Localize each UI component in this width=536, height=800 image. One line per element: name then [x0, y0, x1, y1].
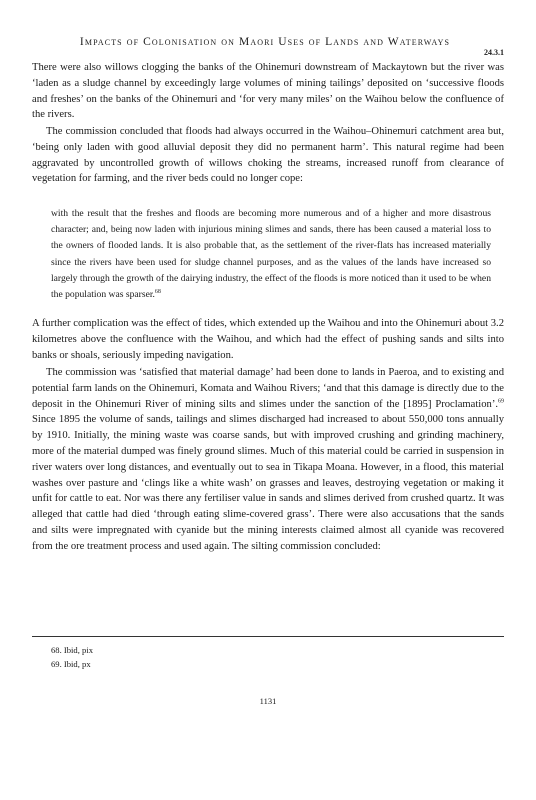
- running-head: Impacts of Colonisation on Maori Uses of Lands and Waterways: [79, 36, 451, 48]
- block-quote-text: with the result that the freshes and floods are becoming more numerous and of a higher and more disastrous character; and, being now laden with injurious mining slimes and sands, there has been caused a material loss to the owners of flooded lands. It is also probable that, as the settlement of the river-flats has increased materially since the rivers have been used for sludge channel purposes, and as the values of the lands have increased so largely through the growth of the dairying industry, the effect of the floods is more noticed than it used to be when the population was sparser.: [51, 208, 491, 301]
- paragraph-3: A further complication was the effect of tides, which extended up the Waihou and into the Ohinemuri about 3.2 kilometres above the confluence with the Waihou, and which had the effect of pushing sands and silts into banks or shoals, seriously impeding navigation.: [32, 318, 504, 361]
- paragraph-4: [32, 365, 504, 555]
- paragraph-4-part-2: Since 1895 the volume of sands, tailings and slimes discharged had increased to about 550,000 tons annually by 1910. Initially, the mining waste was coarse sands, but with improved crushing and grinding machinery, more of the material dumped was finely ground slimes. Much of this material could be carried in suspension in river waters over long distances, and eventually out to sea in Tikapa Moana. However, in a flood, this material washes over pasture and ‘clings like a white wash’ on grasses and leaves, destroying vegetation or making it unfit for cattle to eat. Nor was there any fertiliser value in sands and slimes derived from crushed quartz. It was alleged that cattle had died ‘through eating slime-covered grass’. There were also accusations that the sands and silts were impregnated with cyanide but the mining interests claimed almost all cyanide was recovered from the ore treatment process and used again. The silting commission concluded:: [32, 414, 504, 552]
- footnote-ref-69: 69: [498, 398, 504, 405]
- page-number: 1131: [259, 696, 277, 706]
- footnote-rule: [32, 636, 504, 637]
- section-number: 24.3.1: [484, 48, 504, 57]
- paragraph-2: The commission concluded that floods had always occurred in the Waihou–Ohinemuri catchment area but, ‘being only laden with good alluvial deposit they did no permanent harm’. This natural regime had been aggravated by uncontrolled growth of willows choking the streams, increased runoff from clearance of vegetation for farming, and the river beds could no longer cope:: [32, 126, 504, 185]
- footnote-68: 68. Ibid, pix: [51, 645, 94, 655]
- block-quote: [51, 206, 491, 303]
- paragraph-1: There were also willows clogging the banks of the Ohinemuri downstream of Mackaytown but the river was ‘laden as a sludge channel by exceedingly large volumes of mining tailings’ deposited on ‘successive floods and freshes’ on the banks of the Ohinemuri and ‘for very many miles’ on the Waihou below the confluence of the rivers.: [32, 62, 504, 121]
- paragraph-4-part-1: The commission was ‘satisfied that material damage’ had been done to lands in Paeroa, and to existing and potential farm lands on the Ohinemuri, Komata and Waihou Rivers; ‘and that this damage is directly due to the deposit in the Ohinemuri River of mining silts and slimes under the sanction of the [1895] Proclamation’.: [32, 367, 504, 410]
- footnote-ref-68: 68: [154, 288, 161, 295]
- footnote-69: 69. Ibid, px: [51, 659, 91, 669]
